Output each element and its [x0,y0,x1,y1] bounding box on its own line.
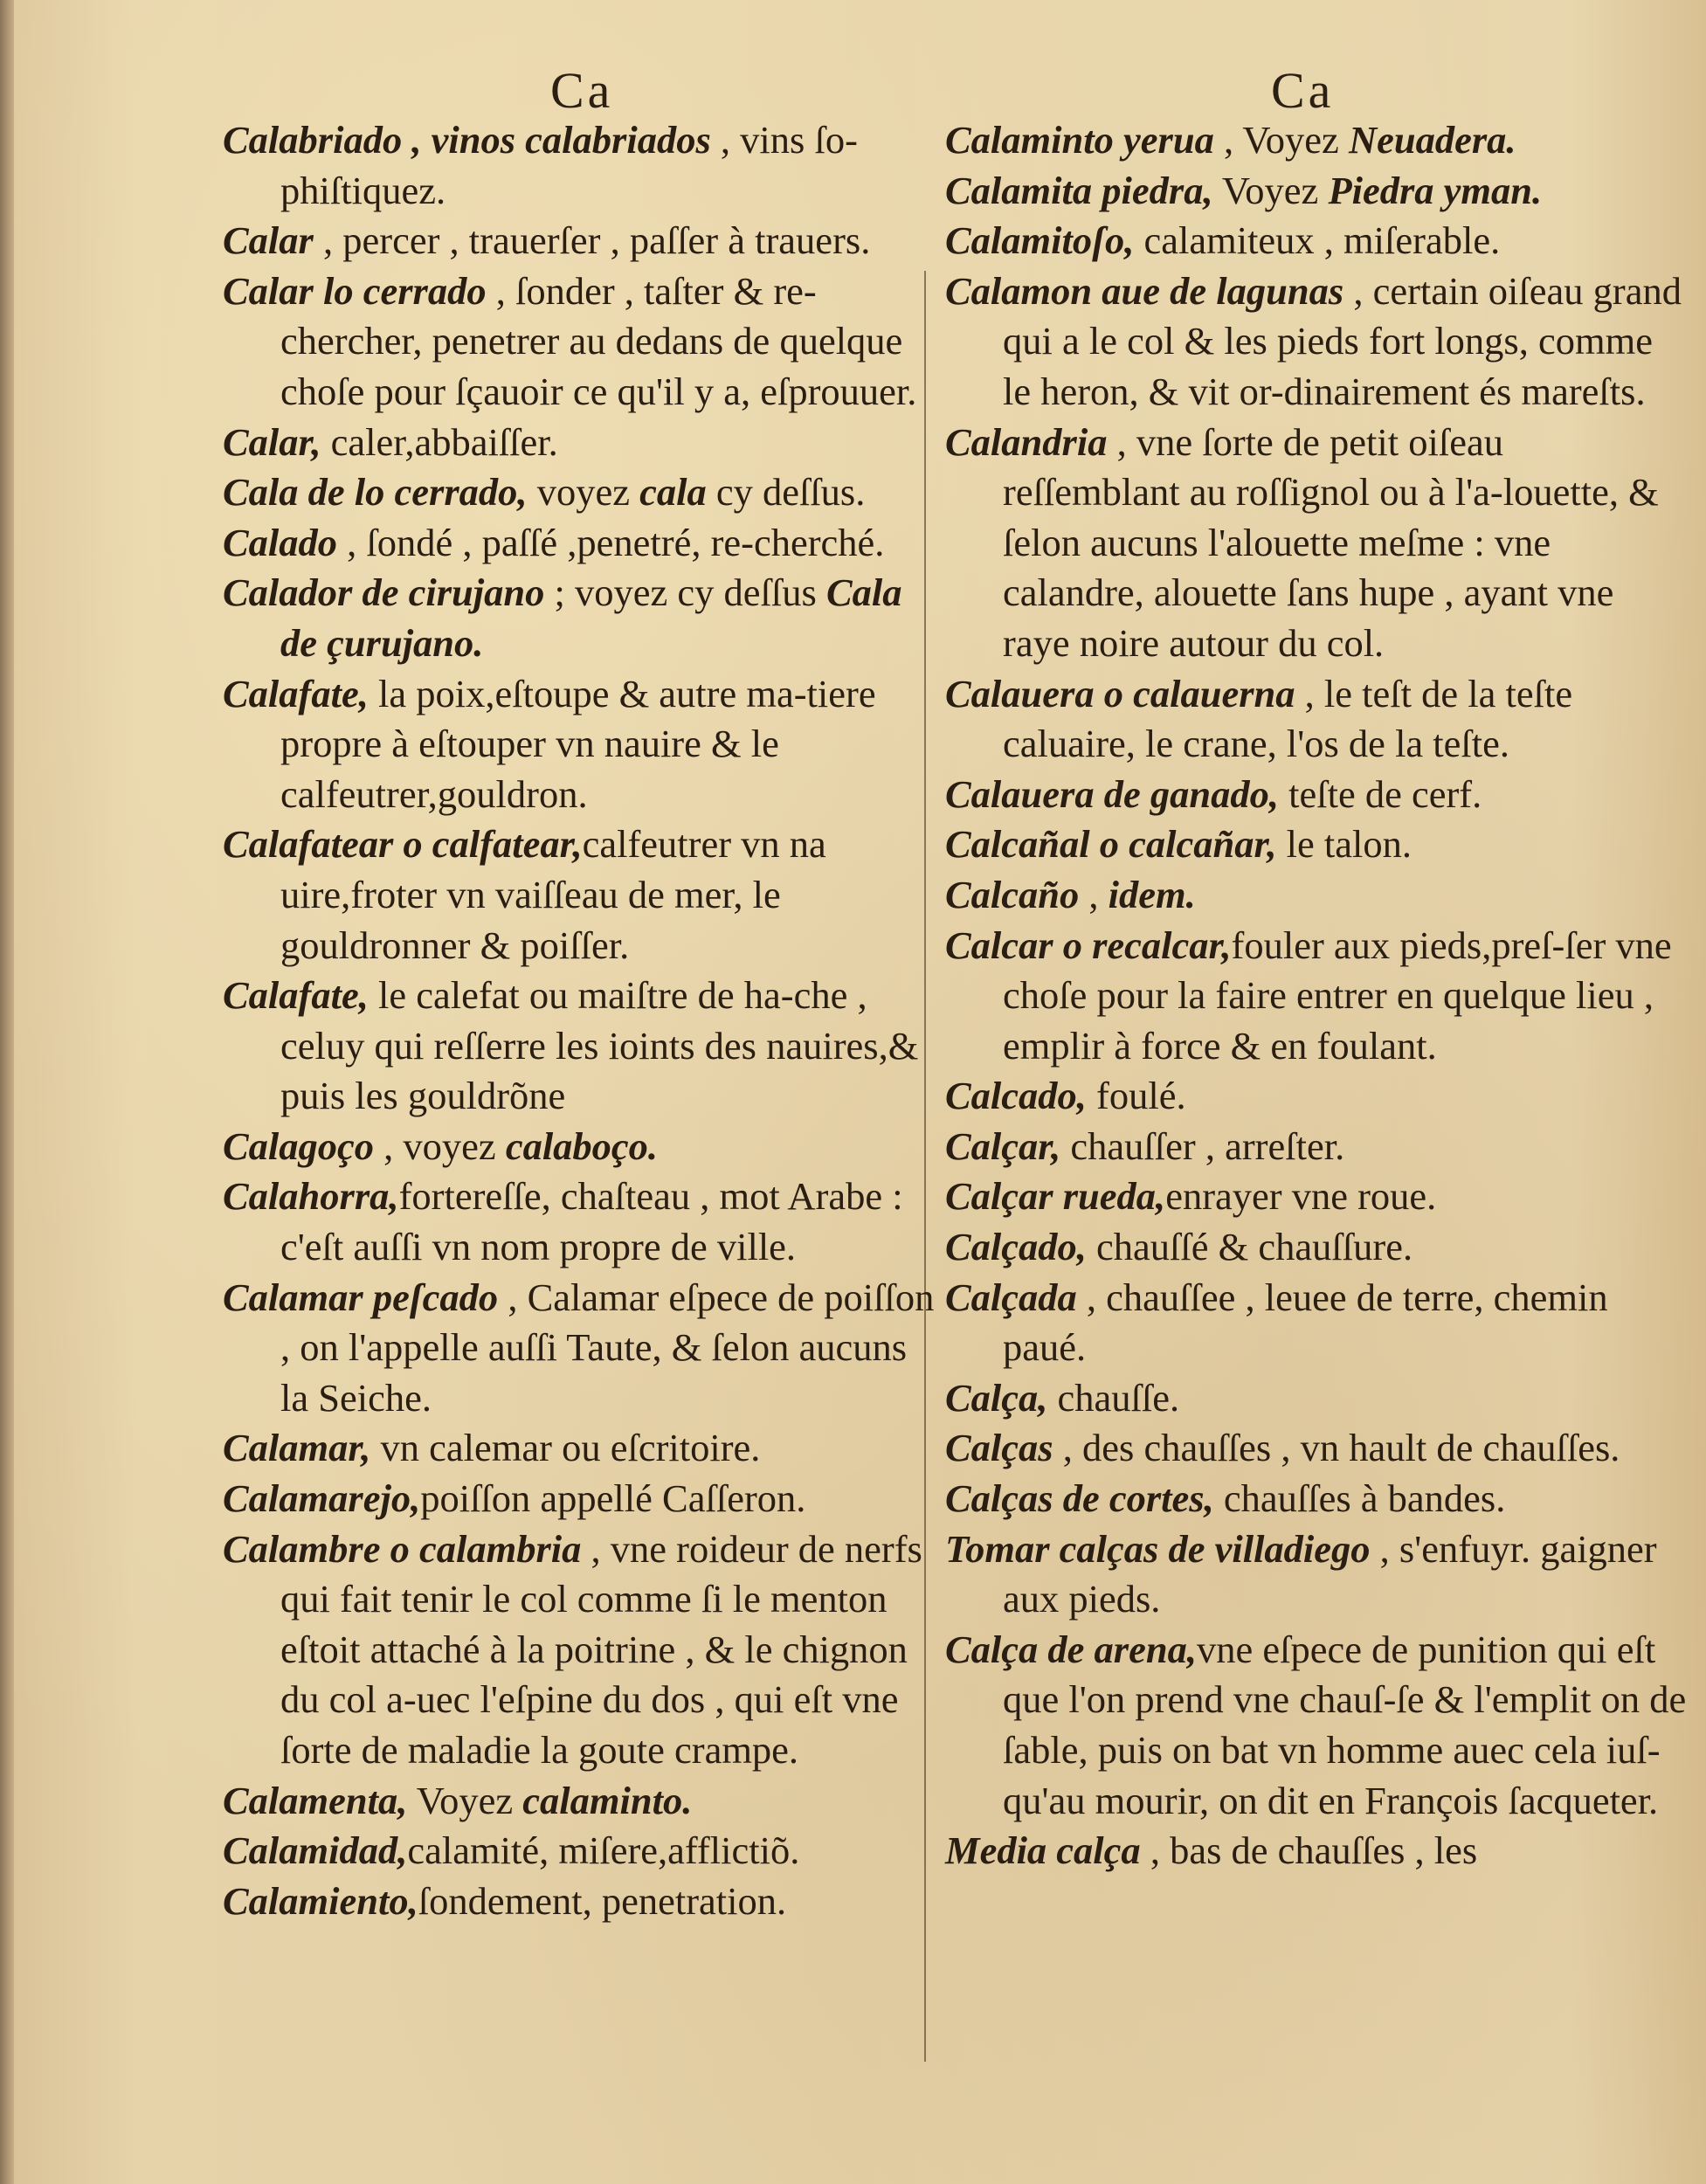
definition: la poix,eſtoupe & autre ma-tiere propre à eſtouper vn nauire & le calfeutrer,gouldron. [280,671,876,816]
headword: Calçar rueda, [945,1174,1166,1219]
headword: Calambre o calambria [223,1526,582,1571]
headword: Calcaño [945,872,1080,916]
headword: Calcañal o calcañar, [945,822,1277,867]
definition: , s'enfuyr. gaigner aux pieds. [1003,1526,1657,1621]
definition: calamité, miſere,afflictiõ. [407,1828,800,1873]
headword: Calado [223,520,338,564]
cross-reference: Cala de çurujano. [280,570,902,665]
definition: , Calamar eſpece de poiſſon , on l'appelle auſſi Taute, & ſelon aucuns la Seiche. [280,1275,935,1420]
dictionary-entry [223,1122,935,1172]
definition: , ſonder , taſter & re-chercher, penetrer au dedans de quelque choſe pour ſçauoir ce qu'il y a, eſprouuer. [280,268,917,413]
headword: Calar, [223,419,321,464]
page-gutter-edge [0,0,14,2184]
dictionary-entry [223,669,935,820]
right-column [945,115,1688,1876]
definition: , vne ſorte de petit oiſeau reſſemblant au roſſignol ou à l'a-louette, & ſelon aucuns l'alouette meſme : vne calandre, alouette ſans hupe , ayant vne raye noire autour du col. [1003,419,1659,665]
dictionary-entry [223,518,935,569]
dictionary-entry [945,1122,1688,1172]
right-running-header: Ca [1271,62,1335,119]
definition: chauſſer , arreſter. [1060,1123,1345,1168]
headword: Calçar, [945,1123,1061,1168]
dictionary-entry [223,1273,935,1424]
definition: chauſſe. [1047,1375,1180,1420]
dictionary-entry [945,1373,1688,1424]
definition-tail: cy deſſus. [706,470,866,515]
dictionary-entry [945,1222,1688,1273]
left-column [223,115,935,1926]
definition: caler,abbaiſſer. [321,419,558,464]
left-running-header: Ca [550,62,614,119]
definition: , [1079,872,1109,916]
definition: , certain oiſeau grand qui a le col & les pieds fort longs, comme le heron, & vit or-dinairement és mareſts. [1003,268,1682,413]
headword: Calças de cortes, [945,1476,1214,1521]
dictionary-entry [223,971,935,1122]
headword: Calar lo cerrado [223,268,487,313]
dictionary-entry [945,1474,1688,1524]
dictionary-entry [223,1826,935,1876]
dictionary-entry [223,467,935,518]
headword: Calahorra, [223,1174,399,1219]
dictionary-entry [945,115,1688,166]
cross-reference: cala [639,470,707,515]
dictionary-entry [945,1071,1688,1122]
dictionary-entry [223,1876,935,1927]
definition: Voyez [407,1778,523,1822]
headword: Calamita piedra, [945,168,1213,212]
dictionary-entry [945,1171,1688,1222]
headword: Calamarejo, [223,1476,421,1521]
definition: foulé. [1086,1074,1186,1118]
headword: Calamon aue de lagunas [945,268,1344,313]
headword: Calar [223,218,314,263]
definition: chauſſé & chauſſure. [1086,1225,1413,1269]
definition: , chauſſee , leuee de terre, chemin paué. [1003,1275,1608,1370]
headword: Media calça [945,1828,1141,1873]
definition: vne eſpece de punition qui eſt que l'on prend vne chauſ-ſe & l'emplit on de ſable, puis on bat vn homme auec cela iuſ-qu'au mourir, on dit en François ſacqueter. [1003,1627,1687,1822]
definition: le talon. [1276,822,1412,867]
definition: voyez [527,470,640,515]
headword: Calauera de ganado, [945,771,1279,816]
definition: , voyez [374,1123,506,1168]
cross-reference: Neuadera. [1348,118,1516,162]
headword: Calafate, [223,973,369,1018]
headword: Calçada [945,1275,1077,1319]
headword: Calamar peſcado [223,1275,499,1319]
headword: Calçado, [945,1225,1087,1269]
dictionary-entry [945,166,1688,217]
headword: Calamiento, [223,1878,418,1923]
definition: vn calemar ou eſcritoire. [370,1426,761,1470]
dictionary-entry [223,568,935,668]
headword: Calandria [945,419,1108,464]
definition: enrayer vne roue. [1165,1174,1437,1219]
dictionary-entry [223,266,935,418]
definition: calfeutrer vn na uire,froter vn vaiſſeau de mer, le gouldronner & poiſſer. [280,822,826,967]
definition: , vins ſo-phiſtiquez. [280,118,858,212]
dictionary-entry [945,1273,1688,1373]
dictionary-entry [223,115,935,216]
dictionary-entry [945,669,1688,770]
dictionary-entry [945,819,1688,870]
headword: Cala de lo cerrado, [223,470,528,515]
definition: , bas de chauſſes , les [1140,1828,1478,1873]
definition: , Voyez [1213,118,1349,162]
headword: Calador de cirujano [223,570,545,615]
dictionary-entry [223,216,935,266]
headword: Calaminto yerua [945,118,1214,162]
definition: fouler aux pieds,preſ-ſer vne choſe pour la faire entrer en quelque lieu , emplir à force & en foulant. [1003,923,1672,1068]
dictionary-entry [945,266,1688,418]
dictionary-entry [945,870,1688,921]
headword: Calças [945,1426,1053,1470]
headword: Calça de arena, [945,1627,1197,1671]
headword: Calafatear o calfatear, [223,822,583,867]
definition: , percer , trauerſer , paſſer à trauers. [313,218,871,263]
headword: Calagoço [223,1123,375,1168]
dictionary-entry [945,1423,1688,1474]
headword: Calamitoſo, [945,218,1135,263]
headword: Calauera o calauerna [945,671,1295,715]
headword: Tomar calças de villadiego [945,1526,1371,1571]
headword: Calamidad, [223,1828,408,1873]
dictionary-entry [945,1826,1688,1876]
definition: teſte de cerf. [1279,771,1482,816]
definition: ſondement, penetration. [418,1878,787,1923]
dictionary-entry [945,921,1688,1072]
cross-reference: Piedra yman. [1328,168,1543,212]
definition: calamiteux , miſerable. [1134,218,1501,263]
dictionary-entry [223,819,935,971]
cross-reference: idem. [1108,872,1196,916]
dictionary-entry [223,1524,935,1776]
dictionary-entry [945,1524,1688,1625]
definition: Voyez [1212,168,1329,212]
headword: Calafate, [223,671,369,715]
dictionary-entry [223,1474,935,1524]
dictionary-entry [223,1423,935,1474]
definition: ; voyez cy deſſus [544,570,826,615]
definition: , des chauſſes , vn hault de chauſſes. [1053,1426,1620,1470]
dictionary-entry [223,1171,935,1272]
cross-reference: calaminto. [522,1778,693,1822]
dictionary-entry [945,418,1688,669]
definition: fortereſſe, chaſteau , mot Arabe : c'eſt auſſi vn nom propre de ville. [280,1174,903,1269]
headword: Calabriado , vinos calabriados [223,118,711,162]
dictionary-entry [945,216,1688,266]
dictionary-entry [945,770,1688,820]
dictionary-entry [223,418,935,468]
dictionary-entry [223,1776,935,1827]
headword: Calamenta, [223,1778,408,1822]
headword: Calamar, [223,1426,371,1470]
headword: Calcado, [945,1074,1087,1118]
headword: Calcar o recalcar, [945,923,1232,967]
headword: Calça, [945,1375,1048,1420]
definition: chauſſes à bandes. [1213,1476,1506,1521]
cross-reference: calaboço. [505,1123,659,1168]
definition: poiſſon appellé Caſſeron. [420,1476,806,1521]
definition: , ſondé , paſſé ,penetré, re-cherché. [337,520,885,564]
definition: , le teſt de la teſte caluaire, le crane, l'os de la teſte. [1003,671,1573,766]
definition: le calefat ou maiſtre de ha-che , celuy qui reſſerre les ioints des nauires,& puis les gouldrõne [280,973,919,1118]
definition: , vne roideur de nerfs qui fait tenir le col comme ſi le menton eſtoit attaché à la poitrine , & le chignon du col a-uec l'eſpine du dos , qui eſt vne ſorte de maladie la goute crampe. [280,1526,922,1772]
dictionary-entry [945,1625,1688,1826]
